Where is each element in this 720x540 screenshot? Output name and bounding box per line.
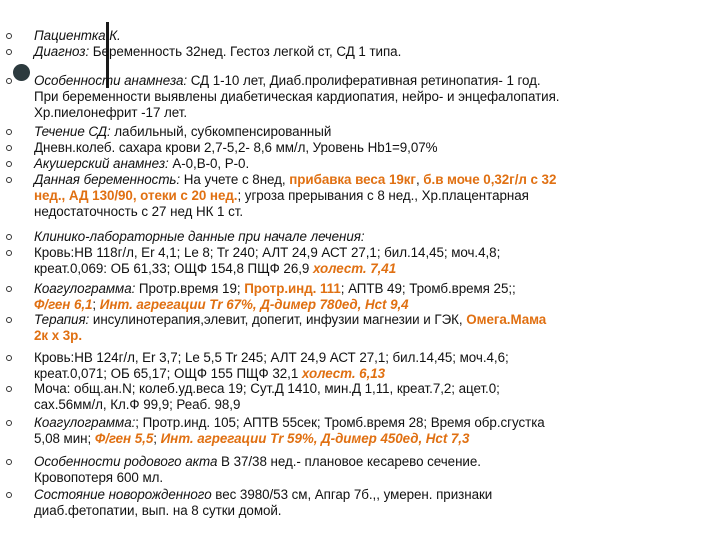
circle-bullet-icon — [6, 250, 12, 256]
item-line — [34, 381, 500, 397]
text-run: Состояние новорожденного — [34, 487, 212, 502]
text-run: лабильный, субкомпенсированный — [110, 124, 332, 139]
item-line — [34, 229, 365, 245]
text-run: ; АПТВ 49; Тромб.время 25;; — [340, 281, 516, 296]
item-line — [34, 312, 546, 328]
text-run: Пациентка К. — [34, 28, 121, 43]
text-run: В 37/38 нед.- плановое кесарево сечение. — [217, 454, 481, 469]
text-run: вес 3980/53 см, Апгар 7б.,, умерен. признаки — [211, 487, 493, 502]
circle-bullet-icon — [6, 33, 12, 39]
text-run: , — [415, 172, 424, 187]
text-run: нед., АД 130/90, отеки с 20 нед. — [34, 188, 238, 203]
text-run: Клинико-лабораторные данные при начале лечения: — [34, 229, 365, 244]
circle-bullet-icon — [6, 177, 12, 183]
item-continuation-line: При беременности выявлены диабетическая кардиопатия, нейро- и энцефалопатия. — [34, 89, 560, 104]
item-continuation-line: Хр.пиелонефрит -17 лет. — [34, 105, 187, 120]
text-run: креат.0,071; ОБ 65,17; ОЩФ 155 ПЩФ 32,1 — [34, 366, 302, 381]
circle-bullet-icon — [6, 129, 12, 135]
item-line — [34, 281, 516, 297]
item-continuation-line — [34, 328, 82, 344]
text-run: ; Протр.инд. 105; АПТВ 55сек; Тромб.время 28; Время обр.сгустка — [135, 415, 545, 430]
text-run: прибавка веса 19кг — [289, 172, 416, 187]
item-line — [34, 487, 492, 503]
item-line — [34, 28, 121, 44]
item-line — [34, 454, 481, 470]
text-run: Беременность 32нед. Гестоз легкой ст, СД 1 типа. — [89, 44, 402, 59]
circle-bullet-icon — [6, 317, 12, 323]
text-run: Протр.инд. 111 — [244, 281, 341, 296]
text-run: А-0,В-0, Р-0. — [168, 156, 250, 171]
text-run: Терапия: — [34, 312, 90, 327]
circle-bullet-icon — [6, 234, 12, 240]
text-run: Протр.время 19; — [135, 281, 245, 296]
item-continuation-line — [34, 297, 409, 313]
circle-bullet-icon — [6, 420, 12, 426]
accent-dot — [13, 64, 30, 81]
text-run: холест. 6,13 — [301, 366, 386, 381]
text-run: Омега.Мама — [466, 312, 547, 327]
item-line — [34, 156, 249, 172]
circle-bullet-icon — [6, 492, 12, 498]
text-run: ; — [92, 297, 100, 312]
item-line — [34, 415, 545, 431]
text-run: ; — [153, 431, 161, 446]
circle-bullet-icon — [6, 286, 12, 292]
text-run: инсулинотерапия,элевит, допегит, инфузии магнезии и ГЭК, — [89, 312, 467, 327]
item-line — [34, 44, 401, 60]
item-continuation-line: диаб.фетопатии, вып. на 8 сутки домой. — [34, 503, 282, 518]
item-line — [34, 172, 556, 188]
item-continuation-line: Кровопотеря 600 мл. — [34, 470, 164, 485]
text-run: Особенности анамнеза: — [34, 73, 188, 88]
text-run: креат.0,069: ОБ 61,33; ОЩФ 154,8 ПЩФ 26,9 — [34, 261, 313, 276]
item-line — [34, 350, 509, 366]
text-run: На учете с 8нед, — [180, 172, 290, 187]
text-run: Акушерский анамнез: — [34, 156, 169, 171]
circle-bullet-icon — [6, 78, 12, 84]
circle-bullet-icon — [6, 161, 12, 167]
item-continuation-line — [34, 366, 385, 382]
text-run: Инт. агрегации Тr 59%, Д-димер 450ед, Hct 7,3 — [160, 431, 470, 446]
item-continuation-line: сах.56мм/л, Кл.Ф 99,9; Реаб. 98,9 — [34, 397, 241, 412]
circle-bullet-icon — [6, 355, 12, 361]
text-run: Коагулограмма: — [34, 415, 136, 430]
item-continuation-line — [34, 188, 529, 204]
item-line — [34, 124, 331, 140]
text-run: Кровь:НВ 124г/л, Er 3,7; Le 5,5 Tr 245; АЛТ 24,9 АСТ 27,1; бил.14,45; моч.4,6; — [34, 350, 509, 365]
text-run: Течение СД: — [34, 124, 111, 139]
item-line — [34, 73, 541, 89]
item-line — [34, 245, 500, 261]
text-run: 2к х 3р. — [34, 328, 82, 343]
item-continuation-line — [34, 431, 469, 447]
circle-bullet-icon — [6, 459, 12, 465]
text-run: ; угроза прерывания с 8 нед., Хр.плацентарная — [237, 188, 529, 203]
item-continuation-line — [34, 261, 396, 277]
text-run: Ф/ген 6,1 — [34, 297, 93, 312]
text-run: Моча: общ.ан.N; колеб.уд.веса 19; Сут.Д 1410, мин.Д 1,11, креат.7,2; ацет.0; — [34, 381, 500, 396]
text-run: Коагулограмма: — [34, 281, 136, 296]
text-run: Инт. агрегации Тr 67%, Д-димер 780ед, Hct 9,4 — [99, 297, 409, 312]
text-run: Диагноз: — [34, 44, 90, 59]
text-run: Кровь:НВ 118г/л, Er 4,1; Le 8; Tr 240; АЛТ 24,9 АСТ 27,1; бил.14,45; моч.4,8; — [34, 245, 501, 260]
text-run: Данная беременность: — [34, 172, 181, 187]
circle-bullet-icon — [6, 145, 12, 151]
circle-bullet-icon — [6, 386, 12, 392]
text-run: Дневн.колеб. сахара крови 2,7-5,2- 8,6 мм/л, Уровень Нb1=9,07% — [34, 140, 438, 155]
circle-bullet-icon — [6, 49, 12, 55]
text-run: СД 1-10 лет, Диаб.пролиферативная ретинопатия- 1 год. — [187, 73, 541, 88]
text-run: 5,08 мин; — [34, 431, 95, 446]
text-run: холест. 7,41 — [312, 261, 397, 276]
text-run: Особенности родового акта — [34, 454, 218, 469]
text-run: Ф/ген 5,5 — [94, 431, 154, 446]
item-line — [34, 140, 437, 156]
item-continuation-line: недостаточность с 27 нед НК 1 ст. — [34, 204, 244, 219]
text-run: б.в моче 0,32г/л с 32 — [423, 172, 557, 187]
